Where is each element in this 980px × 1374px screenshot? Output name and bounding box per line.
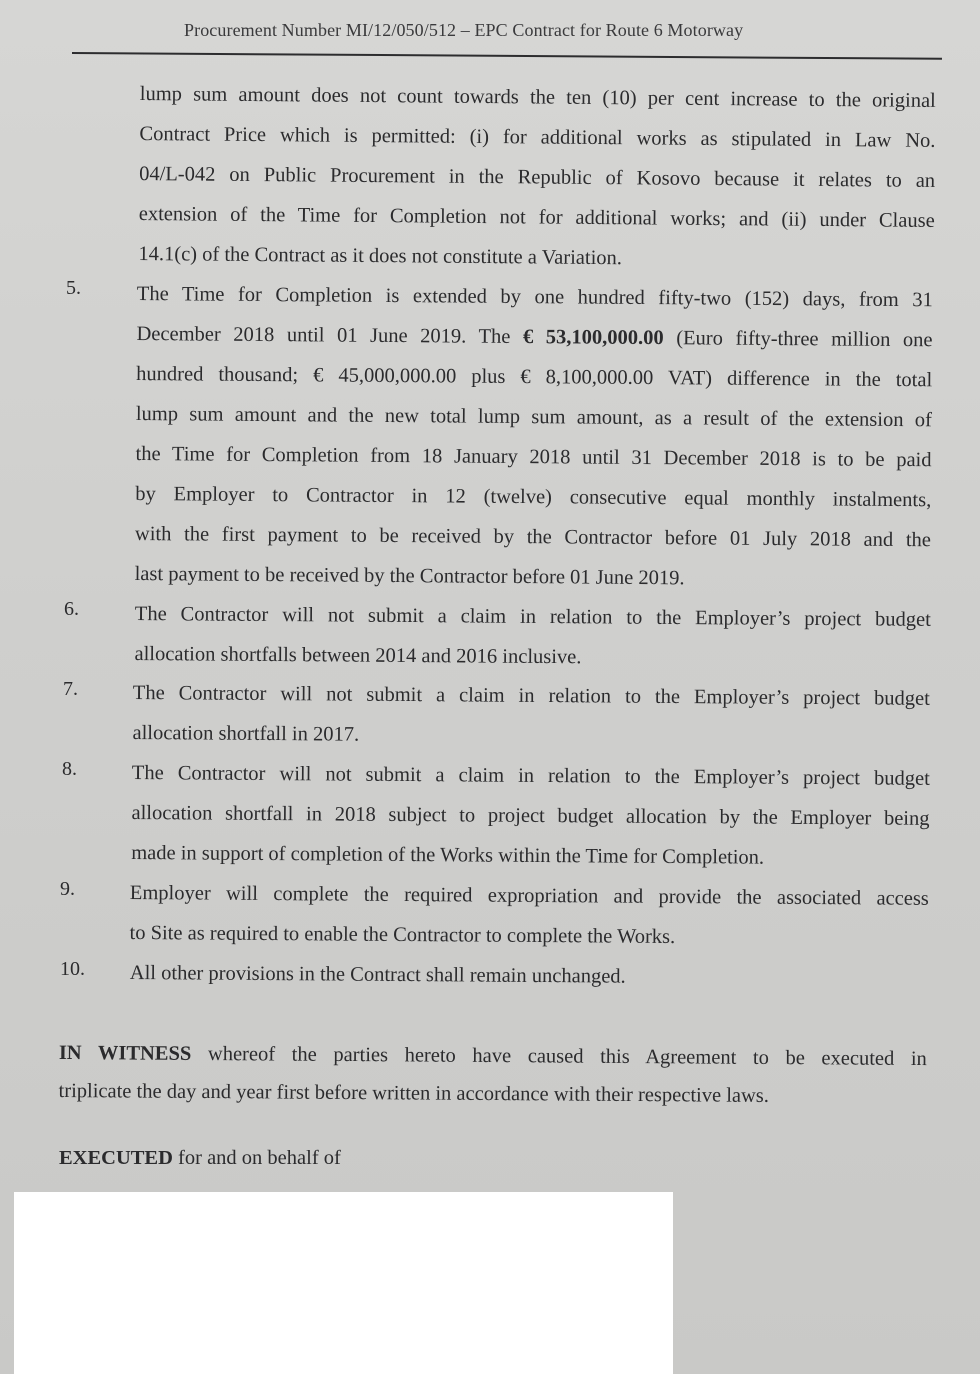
item-7-paragraph (132, 673, 930, 759)
text-line (59, 1034, 927, 1078)
text-line: The Time for Completion is extended by one hundred fifty-two (152) days, from 31 (136, 282, 933, 312)
redaction-box (14, 1192, 673, 1374)
item-8-paragraph (131, 753, 930, 879)
text-segment: December 2018 until 01 June 2019. The (136, 322, 524, 349)
text-segment: for and on behalf of (172, 1147, 341, 1169)
witness-paragraph (58, 1034, 927, 1116)
text-line: The Contractor will not submit a claim in relation to the Employer’s project budget (134, 602, 931, 631)
text-line: Employer will complete the required expropriation and provide the associated access (129, 881, 929, 910)
text-segment: whereof the parties hereto have caused this Agreement to be executed in (191, 1042, 927, 1071)
text-line: allocation shortfall in 2018 subject to project budget allocation by the Employer being (131, 801, 930, 830)
text-line: by Employer to Contractor in 12 (twelve) consecutive equal monthly instalments, (135, 482, 932, 512)
item-10-paragraph (130, 953, 929, 999)
text-line: 04/L-042 on Public Procurement in the Republic of Kosovo because it relates to an (139, 162, 936, 192)
text-line: extension of the Time for Completion not for additional works; and (ii) under Clause (138, 202, 935, 232)
text-line: with the first payment to be received by the Contractor before 01 July 2018 and the (134, 522, 932, 552)
item-6-paragraph (134, 594, 931, 680)
text-line: The Contractor will not submit a claim in relation to the Employer’s project budget (132, 681, 930, 710)
text-line: lump sum amount does not count towards the ten (10) per cent increase to the original (139, 82, 936, 112)
item-number: 9. (60, 878, 75, 900)
item-number: 5. (66, 277, 81, 299)
text-line: last payment to be received by the Contractor before 01 June 2019. (134, 562, 685, 590)
item-number: 6. (64, 598, 79, 620)
continuation-paragraph (138, 74, 936, 281)
text-line: allocation shortfalls between 2014 and 2016 inclusive. (134, 642, 582, 669)
text-line: allocation shortfall in 2017. (132, 721, 360, 746)
text-line (136, 314, 932, 360)
text-line: All other provisions in the Contract shall remain unchanged. (129, 961, 626, 988)
item-number: 10. (60, 958, 85, 980)
text-line: hundred thousand; € 45,000,000.00 plus € 8,100,000.00 VAT) difference in the total (136, 362, 933, 392)
text-line: The Contractor will not submit a claim in relation to the Employer’s project budget (131, 761, 930, 790)
text-line: to Site as required to enable the Contractor to complete the Works. (129, 921, 676, 948)
item-number: 8. (62, 758, 77, 780)
text-line (59, 1138, 559, 1178)
text-line: triplicate the day and year first before written in accordance with their respective laws. (58, 1079, 770, 1107)
text-line: Contract Price which is permitted: (i) for additional works as stipulated in Law No. (139, 122, 936, 152)
header-rule (72, 52, 942, 60)
amount-bold: € 53,100,000.00 (522, 326, 664, 350)
item-number: 7. (63, 678, 78, 700)
executed-line (59, 1138, 559, 1178)
page-header: Procurement Number MI/12/050/512 – EPC Contract for Route 6 Motorway (184, 20, 744, 40)
text-line: the Time for Completion from 18 January 2018 until 31 December 2018 is to be paid (135, 442, 932, 472)
text-line: 14.1(c) of the Contract as it does not constitute a Variation. (138, 242, 623, 270)
text-segment: (Euro fifty-three million one (663, 327, 933, 352)
witness-bold: IN WITNESS (58, 1041, 192, 1065)
executed-bold: EXECUTED (59, 1147, 173, 1169)
item-5-paragraph (134, 274, 932, 600)
text-line: made in support of completion of the Works within the Time for Completion. (131, 841, 765, 869)
item-9-paragraph (129, 873, 929, 959)
text-line: lump sum amount and the new total lump sum amount, as a result of the extension of (135, 402, 932, 432)
